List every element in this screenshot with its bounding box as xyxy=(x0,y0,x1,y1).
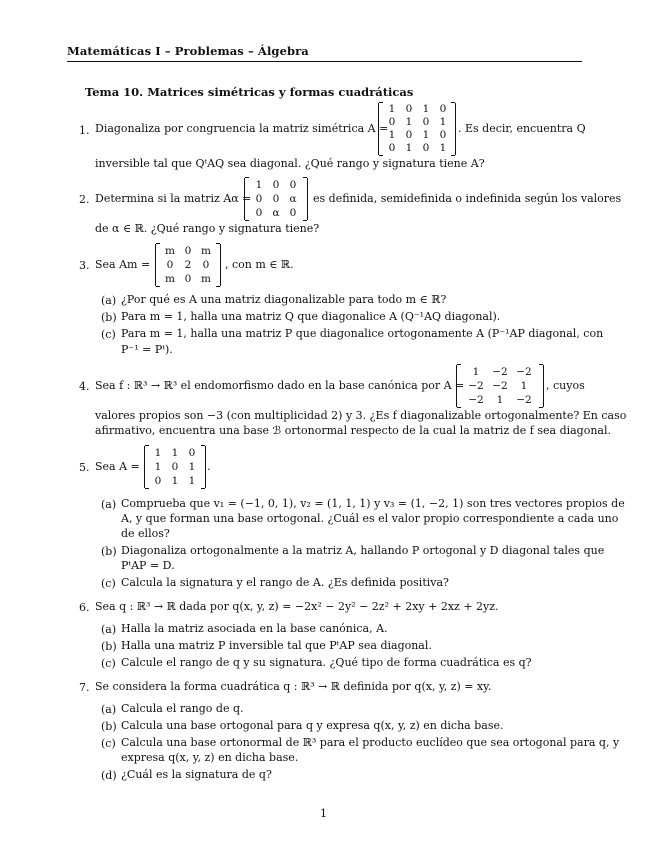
problem-7-text-a: Se considera la forma cuadrática q : ℝ³ → ℝ definida por q(x, y, z) = xy. xyxy=(95,680,492,693)
matrix-cell: 2 xyxy=(184,259,192,271)
matrix-cell: 0 xyxy=(439,129,447,141)
matrix-cell: 0 xyxy=(439,103,447,115)
matrix-cell: 1 xyxy=(154,447,162,459)
matrix-cell: 0 xyxy=(289,179,297,191)
matrix-cell: 1 xyxy=(388,103,396,115)
matrix-cell: 0 xyxy=(171,461,179,473)
matrix-cell: 1 xyxy=(255,179,263,191)
problem-6-item-b-label: (b) xyxy=(101,640,117,653)
problem-3-item-b-text: Para m = 1, halla una matriz Q que diagonalice A (Q⁻¹AQ diagonal). xyxy=(121,310,501,323)
problem-5-item-c-text: Calcula la signatura y el rango de A. ¿Es definida positiva? xyxy=(121,576,449,589)
problem-6-item-a-label: (a) xyxy=(101,623,117,636)
matrix-cell: 0 xyxy=(422,142,430,154)
problem-5-matrix xyxy=(144,446,206,488)
problem-3-item-c-text: Para m = 1, halla una matriz P que diagonalice ortogonamente A (P⁻¹AP diagonal, con xyxy=(121,327,604,340)
matrix-cell: 0 xyxy=(272,193,280,205)
matrix-cell: 1 xyxy=(188,475,196,487)
problem-5-item-a-text-3: de ellos? xyxy=(121,527,170,540)
problem-2-text-b: es definida, semidefinida o indefinida según los valores xyxy=(313,192,622,205)
matrix-cell: 1 xyxy=(388,129,396,141)
problem-4-matrix xyxy=(456,365,544,407)
problem-4-number: 4. xyxy=(79,380,90,393)
problem-4-text-a: Sea f : ℝ³ → ℝ³ el endomorfismo dado en la base canónica por A = xyxy=(95,379,465,392)
matrix-cell: 1 xyxy=(405,142,413,154)
header-rule xyxy=(67,61,582,62)
matrix-cell: 1 xyxy=(422,129,430,141)
problem-5-item-a-label: (a) xyxy=(101,498,117,511)
problem-6-item-b-text: Halla una matriz P inversible tal que PᵗAP sea diagonal. xyxy=(121,639,432,652)
problem-5-text-a: Sea A = xyxy=(95,460,140,473)
problem-3-number: 3. xyxy=(79,259,90,272)
problem-6-number: 6. xyxy=(79,601,90,614)
page-number: 1 xyxy=(320,807,327,820)
problem-7-item-b-text: Calcula una base ortogonal para q y expresa q(x, y, z) en dicha base. xyxy=(121,719,504,732)
matrix-cell: 0 xyxy=(272,179,280,191)
matrix-cell: 1 xyxy=(472,366,480,378)
matrix-cell: 1 xyxy=(188,461,196,473)
problem-3-item-a-text: ¿Por qué es A una matriz diagonalizable para todo m ∈ ℝ? xyxy=(121,293,447,306)
matrix-cell: α xyxy=(272,207,280,219)
matrix-cell: 0 xyxy=(422,116,430,128)
matrix-cell: 1 xyxy=(405,116,413,128)
problem-1-matrix xyxy=(378,103,456,155)
matrix-cell: m xyxy=(165,273,175,285)
problem-2-text-a: Determina si la matriz Aα = xyxy=(95,192,252,205)
matrix-cell: m xyxy=(201,245,211,257)
problem-2-text-c: de α ∈ ℝ. ¿Qué rango y signatura tiene? xyxy=(95,222,320,235)
problem-5-text-b: . xyxy=(207,460,211,473)
problem-2-matrix xyxy=(244,178,308,220)
problem-1-number: 1. xyxy=(79,124,90,137)
problem-7-item-d-label: (d) xyxy=(101,769,117,782)
problem-6-item-a-text: Halla la matriz asociada en la base canónica, A. xyxy=(121,622,388,635)
matrix-cell: 0 xyxy=(388,142,396,154)
problem-3-text-a: Sea Am = xyxy=(95,258,151,271)
problem-5-number: 5. xyxy=(79,461,90,474)
problem-7-item-d-text: ¿Cuál es la signatura de q? xyxy=(121,768,272,781)
problem-5-item-c-label: (c) xyxy=(101,577,116,590)
matrix-cell: −2 xyxy=(492,380,508,392)
problem-3-text-b: , con m ∈ ℝ. xyxy=(225,258,294,271)
problem-6-item-c-text: Calcule el rango de q y su signatura. ¿Qué tipo de forma cuadrática es q? xyxy=(121,656,532,669)
problem-7-item-a-label: (a) xyxy=(101,703,117,716)
matrix-cell: 1 xyxy=(154,461,162,473)
matrix-cell: 1 xyxy=(171,447,179,459)
problem-5-item-a-text: Comprueba que v₁ = (−1, 0, 1), v₂ = (1, 1, 1) y v₃ = (1, −2, 1) son tres vectores propios de xyxy=(121,497,625,510)
problem-6-text-a: Sea q : ℝ³ → ℝ dada por q(x, y, z) = −2x² − 2y² − 2z² + 2xy + 2xz + 2yz. xyxy=(95,600,499,613)
problem-7-item-c-text-2: expresa q(x, y, z) en dicha base. xyxy=(121,751,299,764)
problem-3-matrix xyxy=(155,244,221,286)
matrix-cell: 0 xyxy=(154,475,162,487)
problem-3-item-c-text-2: P⁻¹ = Pᵗ). xyxy=(121,343,173,356)
matrix-cell: 1 xyxy=(496,394,504,406)
matrix-cell: 0 xyxy=(255,193,263,205)
matrix-cell: 0 xyxy=(188,447,196,459)
matrix-cell: 0 xyxy=(388,116,396,128)
matrix-cell: m xyxy=(201,273,211,285)
problem-1-text-a: Diagonaliza por congruencia la matriz simétrica A = xyxy=(95,122,389,135)
problem-5-item-b-text: Diagonaliza ortogonalmente a la matriz A, hallando P ortogonal y D diagonal tales que xyxy=(121,544,605,557)
matrix-cell: 0 xyxy=(184,245,192,257)
problem-7-item-a-text: Calcula el rango de q. xyxy=(121,702,244,715)
matrix-cell: 0 xyxy=(166,259,174,271)
matrix-cell: −2 xyxy=(516,394,532,406)
problem-5-item-b-text-2: PᵗAP = D. xyxy=(121,559,175,572)
matrix-cell: −2 xyxy=(468,380,484,392)
problem-1-text-c: inversible tal que QᵗAQ sea diagonal. ¿Qué rango y signatura tiene A? xyxy=(95,157,485,170)
matrix-cell: −2 xyxy=(468,394,484,406)
matrix-cell: 1 xyxy=(520,380,528,392)
matrix-cell: 1 xyxy=(439,142,447,154)
problem-5-item-b-label: (b) xyxy=(101,545,117,558)
problem-7-number: 7. xyxy=(79,681,90,694)
matrix-cell: −2 xyxy=(492,366,508,378)
problem-5-item-a-text-2: A, y que forman una base ortogonal. ¿Cuál es el valor propio correspondiente a cada uno xyxy=(121,512,619,525)
matrix-cell: 0 xyxy=(202,259,210,271)
problem-7-item-c-text: Calcula una base ortonormal de ℝ³ para el producto euclídeo que sea ortogonal para q, y xyxy=(121,736,620,749)
problem-4-text-b: , cuyos xyxy=(546,379,585,392)
matrix-cell: α xyxy=(289,193,297,205)
matrix-cell: 0 xyxy=(405,103,413,115)
problem-7-item-c-label: (c) xyxy=(101,737,116,750)
matrix-cell: 0 xyxy=(289,207,297,219)
matrix-cell: 1 xyxy=(439,116,447,128)
matrix-cell: 1 xyxy=(171,475,179,487)
problem-6-item-c-label: (c) xyxy=(101,657,116,670)
problem-4-text-c: valores propios son −3 (con multiplicidad 2) y 3. ¿Es f diagonalizable ortogonalmente? En caso xyxy=(95,409,627,422)
matrix-cell: −2 xyxy=(516,366,532,378)
problem-7-item-b-label: (b) xyxy=(101,720,117,733)
problem-1-text-b: . Es decir, encuentra Q xyxy=(458,122,586,135)
problem-2-number: 2. xyxy=(79,193,90,206)
running-header: Matemáticas I – Problemas – Álgebra xyxy=(67,44,309,58)
problem-3-item-b-label: (b) xyxy=(101,311,117,324)
matrix-cell: 0 xyxy=(405,129,413,141)
matrix-cell: m xyxy=(165,245,175,257)
matrix-cell: 0 xyxy=(184,273,192,285)
matrix-cell: 1 xyxy=(422,103,430,115)
section-title: Tema 10. Matrices simétricas y formas cuadráticas xyxy=(85,85,414,99)
matrix-cell: 0 xyxy=(255,207,263,219)
problem-4-text-d: afirmativo, encuentra una base ℬ ortonormal respecto de la cual la matriz de f sea diagonal. xyxy=(95,424,612,437)
problem-3-item-a-label: (a) xyxy=(101,294,117,307)
problem-3-item-c-label: (c) xyxy=(101,328,116,341)
